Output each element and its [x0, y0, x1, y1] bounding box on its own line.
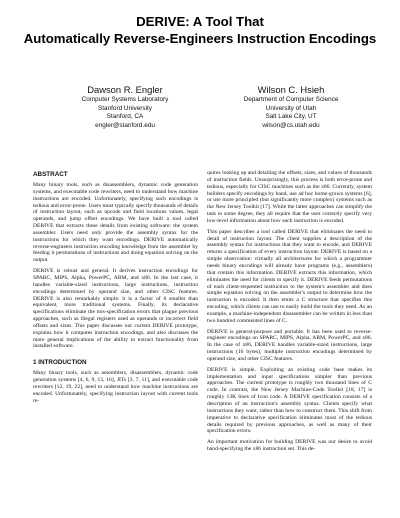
title-line-2: Automatically Reverse-Engineers Instruction Encodings — [23, 31, 377, 46]
body-paragraph-5: An important motivation for building DERIVE was our desire to avoid hand-specifying the x86 instruction set. This de- — [207, 439, 372, 453]
body-paragraph-4: DERIVE is simple. Exploiting an existing code base makes its implementation and input specifications simpler than previous approaches. The current prototype is roughly two thousand lines of C code. In contrast, the New Jersey Machine-Code Toolkit [18, 17] is roughly 13K lines of Icon code. A DERIVE specification consists of a description of an instruction's assembly syntax. Clients specify what instructions they want, rather than how to construct them. This shift from imperative to declarative specification eliminates most of the tedious details required by previous approaches, as well as many of their specification errors. — [207, 366, 372, 435]
abstract-paragraph-2: DERIVE is robust and general. It derives instruction encodings for SPARC, MIPS, Alpha, PowerPC, ARM, and x86. In the last case, it handles variable-sized instructions, large instructions, instruction encodings determined by operand size, and other CISC features. DERIVE is also remarkably simple: it is a factor of 6 smaller than equivalent, more traditional systems. Finally, its declarative specifications eliminate the mis-specification errors that plague previous approaches, such as illegal registers used as operands or incorrect field offsets and sizes. This paper discusses our current DERIVE prototype, explains how it computes instruction encodings, and also discusses the more general implications of the ability to extract functionality from installed software. — [33, 268, 198, 350]
author-location: Salt Lake City, UT — [265, 113, 317, 121]
author-name: Wilson C. Hsieh — [257, 84, 325, 95]
author-email: engler@stanford.edu — [95, 121, 155, 129]
abstract-heading: ABSTRACT — [33, 171, 68, 178]
author-email: wilson@cs.utah.edu — [262, 121, 320, 129]
author-block-2 — [206, 84, 376, 130]
body-paragraph-3: DERIVE is general-purpose and portable. It has been used to reverse-engineer encodings on SPARC, MIPS, Alpha, ARM, PowerPC, and x86. In the case of x86, DERIVE handles variable-sized instructions, large instructions (16 bytes), multiple instruction encodings determined by operand size, and other CISC features. — [207, 328, 372, 362]
left-column — [33, 170, 198, 408]
title-line-1: DERIVE: A Tool That — [136, 14, 264, 29]
introduction-paragraph-1: Many binary tools, such as assemblers, disassemblers, dynamic code generation systems [4, 6, 9, 13, 16], JITs [3, 7, 11], and executable code rewriters [12, 19, 22], need to understand how machine instructions are encoded. Unfortunately, specifying instruction layout with current tools re- — [33, 370, 198, 404]
author-institution: Stanford University — [98, 104, 152, 112]
introduction-heading: 1 INTRODUCTION — [33, 359, 87, 367]
body-paragraph-2: This paper describes a tool called DERIVE that eliminates the need to detail of instruction layout. The client supplies a description of the assembly syntax for instructions that they want to encode, and DERIVE returns a specification of every instruction layout. DERIVE is based on a simple observation: virtually all architectures for which a programmer needs binary encodings will already have programs (e.g., assemblers) that contain this information. DERIVE extracts this information, which eliminates the need for clients to specify it. DERIVE feeds permutations of each client-requested instruction to the system's assembler and does simple equation solving on the assembler's output to determine how the instruction is encoded. It then emits a C structure that specifies this encoding, which clients can use to easily build the tools they need. As an example, a machine-independent disassembler can be written in less than two hundred commented lines of C. — [207, 228, 372, 324]
author-institution: University of Utah — [265, 104, 317, 112]
right-column — [207, 170, 372, 457]
author-block-1 — [40, 84, 210, 130]
paper-title — [0, 13, 400, 47]
body-paragraph-1: quires looking up and detailing the offsets, sizes, and values of thousands of instruction fields. Unsurprisingly, this process is both error-prone and tedious, especially for CISC machines such as the x86. Currently, system builders specify encodings by hand, use ad hoc home-grown systems [6], or use more principled (but significantly more complex) systems such as the New Jersey Toolkit [17]. While the latter approaches can simplify the task to some degree, they all require that the user correctly specify very low-level information about how each instruction is encoded. — [207, 170, 372, 224]
author-location: Stanford, CA — [106, 113, 144, 121]
abstract-paragraph-1: Many binary tools, such as disassemblers, dynamic code generation systems, and executable code rewriters, need to understand how machine instructions are encoded. Unfortunately, specifying such encodings is tedious and error-prone. Users must typically specify thousands of details of instruction layout, such as opcode and field locations values, legal operands, and jump offset encodings. We have built a tool called DERIVE that extracts these details from existing software: the system assembler. Users need only provide the assembly syntax for the instructions for which they want encodings. DERIVE automatically reverse-engineers instruction encoding knowledge from the assembler by feeding it permutations of instructions and doing equation solving on the output. — [33, 182, 198, 264]
author-name: Dawson R. Engler — [87, 84, 163, 95]
author-affiliation: Department of Computer Science — [243, 96, 339, 103]
author-affiliation: Computer Systems Laboratory — [81, 96, 169, 103]
